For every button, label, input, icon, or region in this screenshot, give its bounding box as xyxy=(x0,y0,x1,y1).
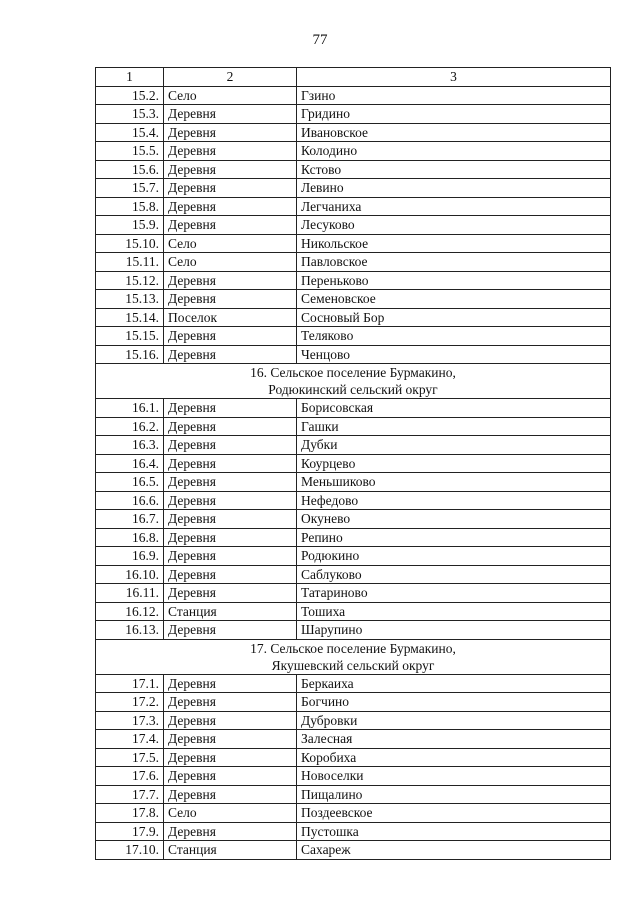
row-number: 17.6. xyxy=(96,767,164,786)
settlement-type: Деревня xyxy=(164,454,297,473)
table-row xyxy=(96,748,611,767)
settlement-name: Родюкино xyxy=(297,547,611,566)
table-row xyxy=(96,417,611,436)
settlement-name: Татариново xyxy=(297,584,611,603)
table-row xyxy=(96,454,611,473)
row-number: 17.1. xyxy=(96,674,164,693)
settlement-name: Никольское xyxy=(297,234,611,253)
settlement-type: Село xyxy=(164,86,297,105)
settlement-name: Поздеевское xyxy=(297,804,611,823)
settlement-name: Сосновый Бор xyxy=(297,308,611,327)
settlement-type: Деревня xyxy=(164,417,297,436)
settlement-type: Деревня xyxy=(164,123,297,142)
settlements-table xyxy=(95,67,611,860)
settlement-name: Сахареж xyxy=(297,841,611,860)
row-number: 15.5. xyxy=(96,142,164,161)
settlement-name: Гридино xyxy=(297,105,611,124)
table-row xyxy=(96,271,611,290)
column-header-3: 3 xyxy=(297,68,611,87)
settlement-name: Ченцово xyxy=(297,345,611,364)
settlement-type: Деревня xyxy=(164,528,297,547)
table-row xyxy=(96,602,611,621)
settlement-name: Гзино xyxy=(297,86,611,105)
settlement-type: Село xyxy=(164,234,297,253)
settlement-name: Кстово xyxy=(297,160,611,179)
row-number: 15.4. xyxy=(96,123,164,142)
table-row xyxy=(96,234,611,253)
row-number: 17.4. xyxy=(96,730,164,749)
settlement-type: Деревня xyxy=(164,711,297,730)
table-row xyxy=(96,621,611,640)
table-row xyxy=(96,510,611,529)
settlement-name: Новоселки xyxy=(297,767,611,786)
settlement-type: Деревня xyxy=(164,584,297,603)
settlement-name: Борисовская xyxy=(297,399,611,418)
table-row xyxy=(96,290,611,309)
table-row xyxy=(96,197,611,216)
table-row xyxy=(96,123,611,142)
settlement-name: Меньшиково xyxy=(297,473,611,492)
row-number: 16.9. xyxy=(96,547,164,566)
row-number: 17.8. xyxy=(96,804,164,823)
settlement-type: Деревня xyxy=(164,822,297,841)
table-row xyxy=(96,436,611,455)
settlement-name: Колодино xyxy=(297,142,611,161)
settlement-type: Деревня xyxy=(164,510,297,529)
settlement-name: Гашки xyxy=(297,417,611,436)
table-row xyxy=(96,730,611,749)
settlement-name: Лесуково xyxy=(297,216,611,235)
settlements-table-body xyxy=(96,68,611,860)
row-number: 15.15. xyxy=(96,327,164,346)
table-row xyxy=(96,160,611,179)
row-number: 16.6. xyxy=(96,491,164,510)
table-row xyxy=(96,711,611,730)
table-row xyxy=(96,767,611,786)
row-number: 16.7. xyxy=(96,510,164,529)
settlement-type: Деревня xyxy=(164,399,297,418)
settlement-type: Деревня xyxy=(164,345,297,364)
column-header-1: 1 xyxy=(96,68,164,87)
settlement-name: Богчино xyxy=(297,693,611,712)
row-number: 17.7. xyxy=(96,785,164,804)
settlement-type: Поселок xyxy=(164,308,297,327)
settlement-type: Деревня xyxy=(164,748,297,767)
table-row xyxy=(96,841,611,860)
row-number: 16.8. xyxy=(96,528,164,547)
section-title xyxy=(96,639,611,674)
table-row xyxy=(96,528,611,547)
settlement-name: Ивановское xyxy=(297,123,611,142)
settlement-type: Деревня xyxy=(164,565,297,584)
table-row xyxy=(96,253,611,272)
table-row xyxy=(96,822,611,841)
section-title xyxy=(96,364,611,399)
table-row xyxy=(96,565,611,584)
row-number: 15.7. xyxy=(96,179,164,198)
row-number: 15.10. xyxy=(96,234,164,253)
row-number: 16.1. xyxy=(96,399,164,418)
settlement-type: Деревня xyxy=(164,785,297,804)
row-number: 15.8. xyxy=(96,197,164,216)
row-number: 16.12. xyxy=(96,602,164,621)
row-number: 17.3. xyxy=(96,711,164,730)
table-row xyxy=(96,693,611,712)
section-title-line: Якушевский сельский округ xyxy=(271,657,435,673)
settlement-type: Село xyxy=(164,253,297,272)
row-number: 15.16. xyxy=(96,345,164,364)
settlement-type: Станция xyxy=(164,602,297,621)
settlement-name: Залесная xyxy=(297,730,611,749)
settlement-type: Деревня xyxy=(164,160,297,179)
settlement-type: Деревня xyxy=(164,473,297,492)
section-title-line: 16. Сельское поселение Бурмакино, xyxy=(250,365,456,380)
settlement-type: Деревня xyxy=(164,216,297,235)
row-number: 16.10. xyxy=(96,565,164,584)
table-row xyxy=(96,804,611,823)
table-row xyxy=(96,179,611,198)
settlement-name: Беркаиха xyxy=(297,674,611,693)
table-row xyxy=(96,674,611,693)
settlement-name: Семеновское xyxy=(297,290,611,309)
settlement-name: Пищалино xyxy=(297,785,611,804)
table-row xyxy=(96,105,611,124)
row-number: 15.11. xyxy=(96,253,164,272)
settlement-type: Деревня xyxy=(164,730,297,749)
settlement-name: Павловское xyxy=(297,253,611,272)
table-row xyxy=(96,327,611,346)
settlement-type: Деревня xyxy=(164,327,297,346)
settlement-type: Деревня xyxy=(164,547,297,566)
settlement-name: Легчаниха xyxy=(297,197,611,216)
settlement-name: Тошиха xyxy=(297,602,611,621)
column-header-row xyxy=(96,68,611,87)
section-title-line: Родюкинский сельский округ xyxy=(268,382,438,397)
settlement-type: Деревня xyxy=(164,693,297,712)
row-number: 15.6. xyxy=(96,160,164,179)
settlement-name: Переньково xyxy=(297,271,611,290)
table-row xyxy=(96,142,611,161)
table-row xyxy=(96,785,611,804)
column-header-2: 2 xyxy=(164,68,297,87)
settlement-type: Село xyxy=(164,804,297,823)
row-number: 15.13. xyxy=(96,290,164,309)
settlement-type: Деревня xyxy=(164,290,297,309)
settlement-name: Теляково xyxy=(297,327,611,346)
row-number: 16.4. xyxy=(96,454,164,473)
row-number: 15.3. xyxy=(96,105,164,124)
settlement-type: Деревня xyxy=(164,105,297,124)
settlement-name: Пустошка xyxy=(297,822,611,841)
settlement-name: Нефедово xyxy=(297,491,611,510)
row-number: 15.14. xyxy=(96,308,164,327)
settlement-type: Деревня xyxy=(164,197,297,216)
row-number: 17.5. xyxy=(96,748,164,767)
row-number: 16.2. xyxy=(96,417,164,436)
settlement-type: Деревня xyxy=(164,621,297,640)
row-number: 16.13. xyxy=(96,621,164,640)
settlement-type: Деревня xyxy=(164,767,297,786)
table-row xyxy=(96,584,611,603)
table-row xyxy=(96,345,611,364)
row-number: 16.3. xyxy=(96,436,164,455)
settlement-type: Деревня xyxy=(164,436,297,455)
settlement-type: Деревня xyxy=(164,142,297,161)
section-header-row xyxy=(96,639,611,674)
page-number: 77 xyxy=(312,32,328,48)
table-row xyxy=(96,473,611,492)
row-number: 16.11. xyxy=(96,584,164,603)
section-header-row xyxy=(96,364,611,399)
settlement-name: Шарупино xyxy=(297,621,611,640)
table-row xyxy=(96,216,611,235)
settlement-type: Деревня xyxy=(164,674,297,693)
row-number: 15.9. xyxy=(96,216,164,235)
settlement-name: Окунево xyxy=(297,510,611,529)
settlement-name: Саблуково xyxy=(297,565,611,584)
row-number: 15.12. xyxy=(96,271,164,290)
row-number: 17.9. xyxy=(96,822,164,841)
settlement-name: Коробиха xyxy=(297,748,611,767)
settlement-name: Дубки xyxy=(297,436,611,455)
settlement-type: Станция xyxy=(164,841,297,860)
row-number: 17.10. xyxy=(96,841,164,860)
settlement-name: Репино xyxy=(297,528,611,547)
settlement-name: Левино xyxy=(297,179,611,198)
settlement-name: Коурцево xyxy=(297,454,611,473)
settlement-type: Деревня xyxy=(164,271,297,290)
row-number: 15.2. xyxy=(96,86,164,105)
section-title-line: 17. Сельское поселение Бурмакино, xyxy=(250,640,456,656)
settlement-type: Деревня xyxy=(164,179,297,198)
settlement-type: Деревня xyxy=(164,491,297,510)
settlement-name: Дубровки xyxy=(297,711,611,730)
table-row xyxy=(96,547,611,566)
table-row xyxy=(96,491,611,510)
table-row xyxy=(96,308,611,327)
row-number: 17.2. xyxy=(96,693,164,712)
row-number: 16.5. xyxy=(96,473,164,492)
table-row xyxy=(96,399,611,418)
table-row xyxy=(96,86,611,105)
